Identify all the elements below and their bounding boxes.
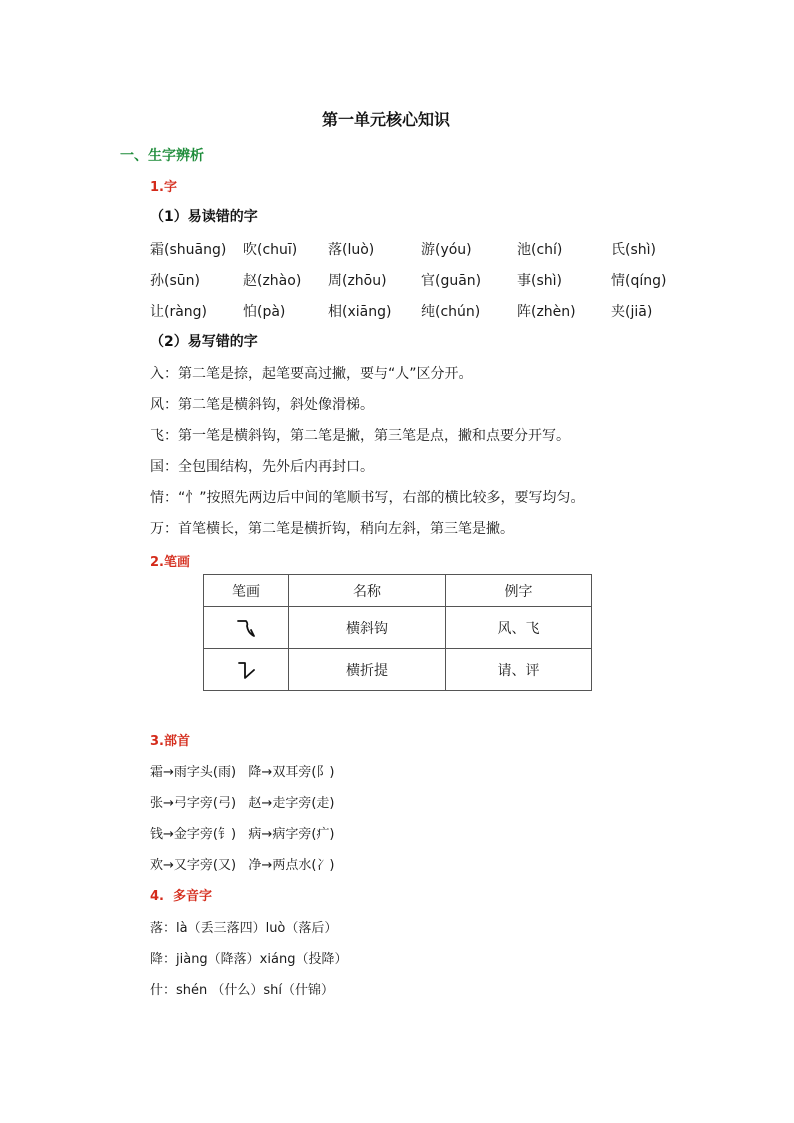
part-heading-radicals: 3.部首 (150, 734, 190, 749)
grid-cell: 怕(pà) (243, 304, 286, 320)
grid-cell: 氏(shì) (611, 242, 656, 258)
grid-cell: 孙(sūn) (150, 273, 200, 289)
table-cell (204, 607, 289, 649)
list-item: 钱→金字旁(钅) 病→病字旁(疒) (150, 827, 335, 842)
heng-xie-gou-stroke-icon (235, 617, 257, 639)
grid-cell: 让(ràng) (150, 304, 208, 320)
list-item: 入：第二笔是捺，起笔要高过撇，要与“人”区分开。 (150, 366, 473, 382)
grid-cell: 夹(jiā) (611, 304, 653, 320)
grid-cell: 赵(zhào) (243, 273, 302, 289)
strokes-table (203, 574, 592, 691)
list-item: 霜→雨字头(雨) 降→双耳旁(阝) (150, 765, 335, 780)
table-header-cell: 例字 (446, 575, 592, 607)
table-row (204, 649, 592, 691)
list-item: 国：全包围结构，先外后内再封口。 (150, 459, 374, 475)
grid-cell: 阵(zhèn) (517, 304, 576, 320)
table-header-row (204, 575, 592, 607)
subheading-easy-miswritten: （2）易写错的字 (150, 334, 258, 350)
table-cell: 横斜钩 (289, 607, 446, 649)
page-title: 第一单元核心知识 (322, 110, 451, 129)
table-cell: 请、评 (446, 649, 592, 691)
table-cell: 横折提 (289, 649, 446, 691)
part-heading-strokes: 2.笔画 (150, 555, 190, 570)
part-heading-characters: 1.字 (150, 180, 177, 195)
list-item: 欢→又字旁(又) 净→两点水(冫) (150, 858, 335, 873)
list-item: 情：“忄”按照先两边后中间的笔顺书写，右部的横比较多，要写均匀。 (150, 490, 585, 506)
list-item: 张→弓字旁(弓) 赵→走字旁(走) (150, 796, 335, 811)
list-item: 风：第二笔是横斜钩，斜处像滑梯。 (150, 397, 374, 413)
grid-cell: 吹(chuī) (243, 242, 298, 258)
part-heading-polyphones: 4. 多音字 (150, 889, 213, 904)
heng-zhe-ti-stroke-icon (235, 659, 257, 681)
table-cell: 风、飞 (446, 607, 592, 649)
grid-cell: 官(guān) (421, 273, 482, 289)
grid-cell: 纯(chún) (421, 304, 481, 320)
list-item: 飞：第一笔是横斜钩，第二笔是撇，第三笔是点，撇和点要分开写。 (150, 428, 570, 444)
grid-cell: 周(zhōu) (328, 273, 387, 289)
grid-cell: 游(yóu) (421, 242, 472, 258)
grid-cell: 事(shì) (517, 273, 562, 289)
grid-cell: 池(chí) (517, 242, 563, 258)
table-row (204, 607, 592, 649)
grid-cell: 霜(shuāng) (150, 242, 227, 258)
list-item: 降：jiàng（降落）xiáng（投降） (150, 952, 348, 967)
list-item: 落：là（丢三落四）luò（落后） (150, 921, 338, 936)
grid-cell: 相(xiāng) (328, 304, 392, 320)
section-heading-character-analysis: 一、生字辨析 (120, 148, 204, 164)
table-header-cell: 笔画 (204, 575, 289, 607)
subheading-easy-misread: （1）易读错的字 (150, 209, 258, 225)
grid-cell: 情(qíng) (611, 273, 667, 289)
list-item: 什：shén （什么）shí（什锦） (150, 983, 335, 998)
grid-cell: 落(luò) (328, 242, 375, 258)
table-header-cell: 名称 (289, 575, 446, 607)
list-item: 万：首笔横长，第二笔是横折钩，稍向左斜，第三笔是撇。 (150, 521, 514, 537)
table-cell (204, 649, 289, 691)
